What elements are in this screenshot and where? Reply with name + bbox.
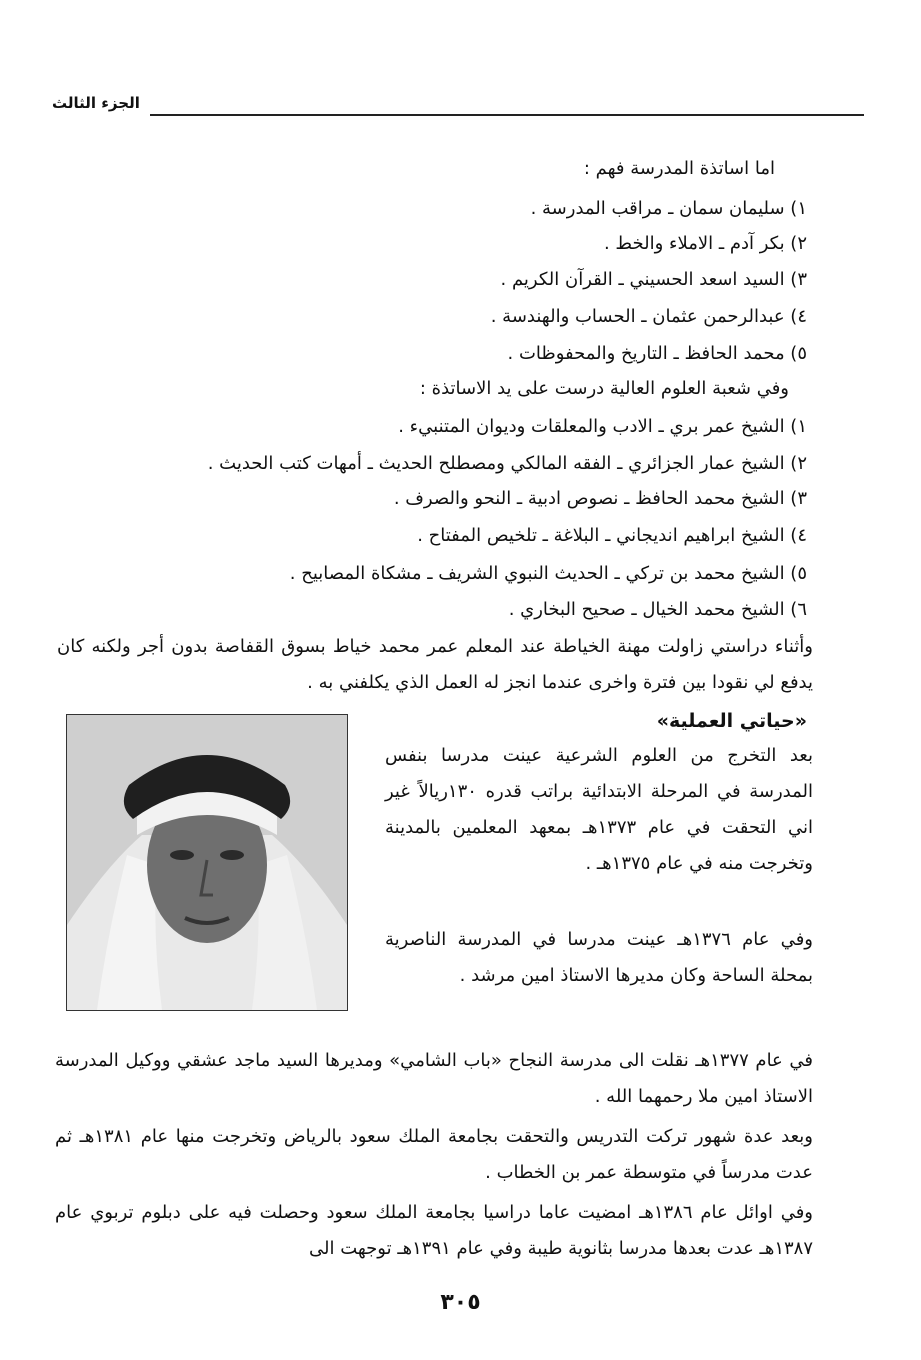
teachers-intro: اما اساتذة المدرسة فهم : — [583, 158, 775, 179]
higher-studies-item: ٦) الشيخ محمد الخيال ـ صحيح البخاري . — [508, 599, 807, 620]
portrait-photo — [66, 714, 348, 1011]
higher-studies-item: ٤) الشيخ ابراهيم انديجاني ـ البلاغة ـ تلخيص المفتاح . — [417, 525, 807, 546]
teacher-item: ٤) عبدالرحمن عثمان ـ الحساب والهندسة . — [490, 306, 807, 327]
higher-studies-item: ٥) الشيخ محمد بن تركي ـ الحديث النبوي الشريف ـ مشكاة المصابيح . — [289, 563, 807, 584]
career-section-title: «حياتي العملية» — [656, 710, 807, 732]
tailoring-paragraph: وأثناء دراستي زاولت مهنة الخياطة عند المعلم عمر محمد خياط بسوق القفاصة بدون أجر ولكنه كان يدفع لي نقودا بين فترة واخرى عندما انجز له العمل الذي يكلفني به . — [57, 636, 813, 693]
career-paragraph-2: وفي عام ١٣٧٦هـ عينت مدرسا في المدرسة الناصرية بمحلة الساحة وكان مديرها الاستاذ امين مرشد . — [385, 929, 813, 986]
career-paragraph-3: في عام ١٣٧٧هـ نقلت الى مدرسة النجاح «باب الشامي» ومديرها السيد ماجد عشقي ووكيل المدرسة الاستاذ امين ملا رحمهما الله . — [55, 1050, 814, 1107]
career-paragraph-1: بعد التخرج من العلوم الشرعية عينت مدرسا بنفس المدرسة في المرحلة الابتدائية براتب قدره ١٣٠ريالاً غير اني التحقت في عام ١٣٧٣هـ بمعهد المعلمين بالمدينة وتخرجت منه في عام ١٣٧٥هـ . — [385, 745, 813, 874]
teacher-item: ٥) محمد الحافظ ـ التاريخ والمحفوظات . — [507, 343, 807, 364]
career-paragraph-5: وفي اوائل عام ١٣٨٦هـ امضيت عاما دراسيا بجامعة الملك سعود وحصلت فيه على دبلوم تربوي عام ١٣٨٧هـ عدت بعدها مدرسا بثانوية طيبة وفي عام ١٣٩١هـ توجهت الى — [55, 1202, 813, 1259]
teacher-item: ٣) السيد اسعد الحسيني ـ القرآن الكريم . — [500, 269, 807, 290]
career-paragraph-4: وبعد عدة شهور تركت التدريس والتحقت بجامعة الملك سعود بالرياض وتخرجت منها عام ١٣٨١هـ ثم عدت مدرساً في متوسطة عمر بن الخطاب . — [55, 1126, 813, 1183]
part-title: الجزء الثالث — [52, 94, 140, 112]
higher-studies-item: ٣) الشيخ محمد الحافظ ـ نصوص ادبية ـ النحو والصرف . — [393, 488, 807, 509]
teacher-item: ٢) بكر آدم ـ الاملاء والخط . — [603, 233, 807, 254]
header-rule — [150, 114, 864, 116]
higher-studies-item: ٢) الشيخ عمار الجزائري ـ الفقه المالكي ومصطلح الحديث ـ أمهات كتب الحديث . — [207, 453, 807, 474]
teacher-item: ١) سليمان سمان ـ مراقب المدرسة . — [530, 198, 807, 219]
higher-studies-intro: وفي شعبة العلوم العالية درست على يد الاساتذة : — [419, 378, 789, 399]
higher-studies-item: ١) الشيخ عمر بري ـ الادب والمعلقات وديوان المتنبيء . — [398, 416, 807, 437]
page-number: ٣٠٥ — [440, 1290, 481, 1315]
